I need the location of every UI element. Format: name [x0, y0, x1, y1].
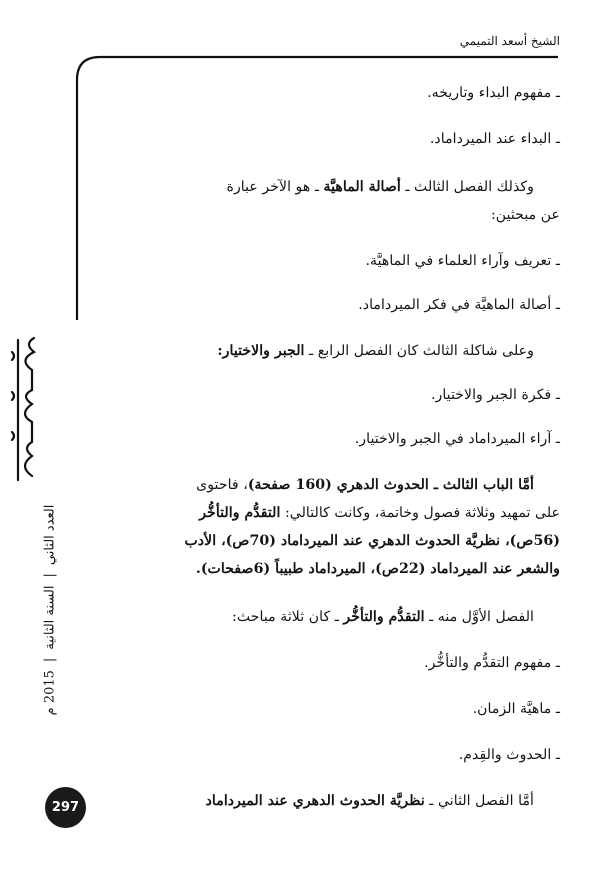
paragraph-line: (56ص)، نظريَّة الحدوث الدهري عند الميرداماد (70ص)، الأدب [184, 533, 560, 549]
bullet-line: ـ البداء عند الميرداماد. [429, 131, 560, 147]
issue-info [43, 505, 58, 716]
paragraph-line: والشعر عند الميرداماد (22ص)، الميرداماد طبيباً (6صفحات). [195, 561, 560, 577]
paragraph: أمَّا الفصل الثاني ـ نظريَّة الحدوث الدهري عند الميرداماد [205, 793, 534, 809]
bullet-line: ـ مفهوم البداء وتاريخه. [427, 85, 560, 101]
paragraph-continuation: عن مبحثين: [491, 207, 560, 223]
paragraph-line: على تمهيد وثلاثة فصول وخاتمة، وكانت كالتالي: التقدُّم والتأخُّر [199, 505, 560, 521]
bullet-line: ـ تعريف وآراء العلماء في الماهيَّة. [365, 253, 560, 269]
bullet-line: ـ آراء الميرداماد في الجبر والاختيار. [354, 431, 560, 447]
separator: | [42, 573, 58, 578]
paragraph: وكذلك الفصل الثالث ـ أصالة الماهيَّة ـ هو الآخر عبارة [226, 179, 534, 195]
paragraph: أمَّا الباب الثالث ـ الحدوث الدهري (160 صفحة)، فاحتوى [196, 477, 534, 493]
issue-label: العدد الثاني [42, 504, 58, 566]
paragraph: وعلى شاكلة الثالث كان الفصل الرابع ـ الجبر والاختيار: [217, 343, 534, 359]
year-label: السنة الثانية [42, 585, 58, 650]
date-label: 2015 م [42, 670, 58, 716]
running-head: الشيخ أسعد التميمي [459, 34, 560, 48]
bullet-line: ـ فكرة الجبر والاختيار. [431, 387, 560, 403]
bullet-line: ـ الحدوث والقِدم. [458, 747, 560, 763]
bullet-line: ـ ماهيَّة الزمان. [472, 701, 560, 717]
separator: | [42, 657, 58, 663]
bullet-line: ـ مفهوم التقدُّم والتأخُّر. [424, 655, 560, 671]
bullet-line: ـ أصالة الماهيَّة في فكر الميرداماد. [358, 297, 560, 313]
journal-logo [6, 330, 44, 488]
page-number: 297 [45, 787, 86, 828]
paragraph: الفصل الأوَّل منه ـ التقدُّم والتأخُّر ـ كان ثلاثة مباحث: [232, 609, 534, 625]
